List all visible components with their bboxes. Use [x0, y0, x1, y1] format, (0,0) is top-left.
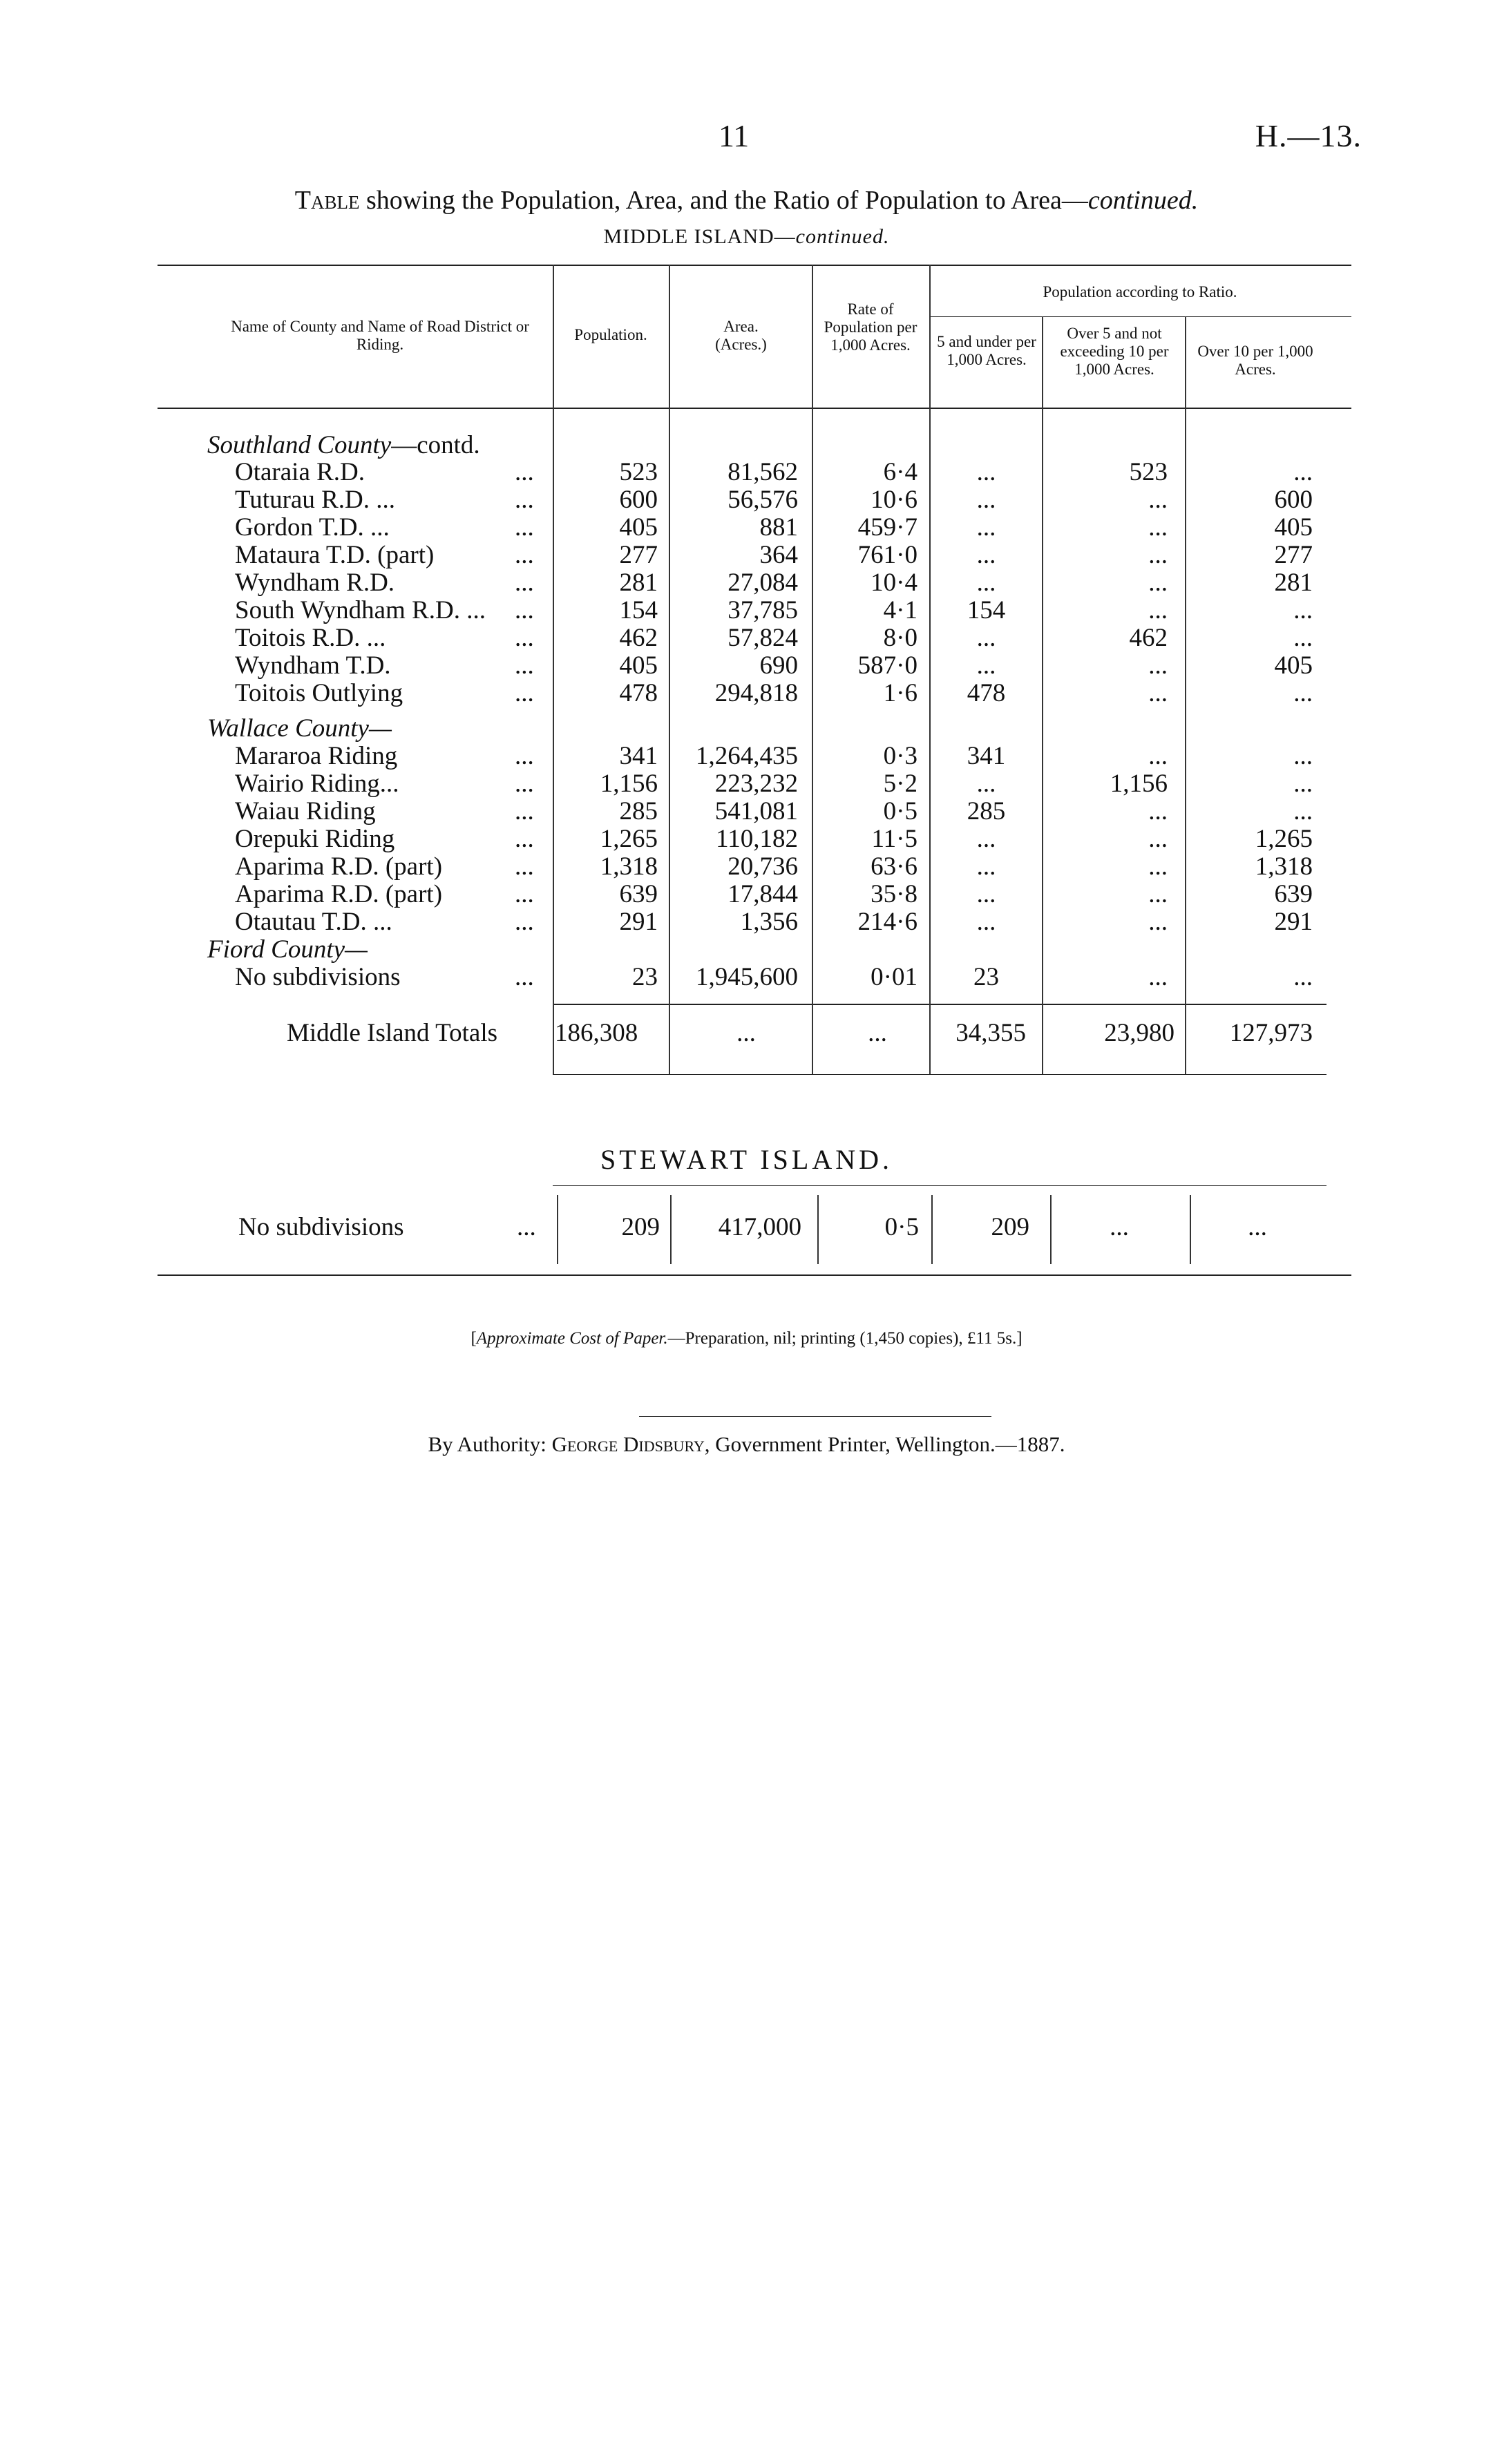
row-under-5: ...	[976, 880, 996, 908]
imprint-prefix: By Authority:	[428, 1432, 552, 1456]
row-area: 27,084	[728, 569, 798, 597]
totals-label: Middle Island Totals	[287, 1019, 498, 1047]
stewart-island-heading: STEWART ISLAND.	[600, 1144, 893, 1175]
row-over-5: ...	[1148, 742, 1168, 770]
row-under-5: 209	[991, 1213, 1029, 1241]
row-over-10: ...	[1248, 1213, 1267, 1241]
row-under-5: 285	[967, 797, 1006, 825]
table-bottom-rule	[553, 1074, 1326, 1075]
row-rate: 35·8	[871, 880, 917, 908]
table-row	[0, 742, 1493, 770]
table-row	[0, 963, 1493, 991]
row-area: 417,000	[718, 1213, 801, 1241]
row-over-5: ...	[1148, 651, 1168, 680]
row-over-5: ...	[1148, 569, 1168, 597]
row-leader-dots: ...	[515, 797, 534, 825]
row-over-5: 1,156	[1110, 770, 1168, 798]
row-over-10: ...	[1293, 596, 1313, 624]
row-leader-dots: ...	[515, 541, 534, 569]
table-row	[0, 513, 1493, 542]
row-over-10: 1,265	[1255, 825, 1313, 853]
table-row	[0, 797, 1493, 825]
county-heading-southland	[207, 431, 480, 459]
table-row	[0, 880, 1493, 908]
row-name: Toitois R.D. ...	[235, 624, 386, 652]
row-rate: 214·6	[857, 908, 917, 936]
row-name: Otautau T.D. ...	[235, 908, 392, 936]
row-population: 23	[632, 963, 658, 991]
row-over-10: 405	[1274, 651, 1313, 680]
row-over-5: ...	[1148, 908, 1168, 936]
county-contd: —contd.	[391, 431, 480, 459]
row-rate: 0·5	[883, 797, 917, 825]
table-row	[0, 679, 1493, 707]
row-leader-dots: ...	[515, 742, 534, 770]
table-row	[0, 624, 1493, 652]
row-under-5: 154	[967, 596, 1006, 624]
totals-row	[0, 1019, 1493, 1047]
row-area: 223,232	[714, 770, 798, 798]
totals-over-10: 127,973	[1229, 1019, 1313, 1047]
row-rate: 761·0	[857, 541, 917, 569]
county-name: Southland County	[207, 431, 392, 459]
row-rate: 5·2	[883, 770, 917, 798]
title-continued: continued.	[1087, 186, 1199, 215]
footer-rule	[639, 1416, 991, 1417]
row-under-5: ...	[976, 852, 996, 881]
row-leader-dots: ...	[515, 624, 534, 652]
table-row	[0, 852, 1493, 881]
row-rate: 4·1	[883, 596, 917, 624]
totals-under-5: 34,355	[955, 1019, 1026, 1047]
row-name: Mararoa Riding	[235, 742, 398, 770]
row-over-10: ...	[1293, 963, 1313, 991]
row-over-5: ...	[1148, 852, 1168, 881]
row-over-10: 1,318	[1255, 852, 1313, 881]
subtitle-main: MIDDLE ISLAND—	[603, 225, 796, 248]
row-area: 37,785	[728, 596, 798, 624]
header-area: Area. (Acres.)	[715, 318, 767, 353]
stewart-top-rule	[553, 1185, 1326, 1186]
row-leader-dots: ...	[515, 569, 534, 597]
header-over-5: Over 5 and not exceeding 10 per 1,000 Acres.	[1060, 325, 1169, 378]
header-bottom-rule	[158, 408, 1351, 409]
row-over-10: 405	[1274, 513, 1313, 542]
row-area: 57,824	[728, 624, 798, 652]
row-rate: 587·0	[857, 651, 917, 680]
row-under-5: ...	[976, 624, 996, 652]
row-leader-dots: ...	[517, 1213, 536, 1241]
row-area: 881	[759, 513, 798, 542]
row-over-5: ...	[1148, 679, 1168, 707]
table-top-rule	[158, 265, 1351, 266]
row-over-5: ...	[1110, 1213, 1129, 1241]
row-over-10: ...	[1293, 770, 1313, 798]
row-name: South Wyndham R.D. ...	[235, 596, 486, 624]
row-name: Gordon T.D. ...	[235, 513, 390, 542]
row-over-10: 600	[1274, 486, 1313, 514]
table-row	[0, 458, 1493, 486]
row-leader-dots: ...	[515, 880, 534, 908]
row-population: 209	[621, 1213, 660, 1241]
row-rate: 63·6	[871, 852, 917, 881]
row-area: 81,562	[728, 458, 798, 486]
header-population: Population.	[574, 326, 647, 343]
stewart-row	[0, 1213, 1493, 1241]
header-under-5: 5 and under per 1,000 Acres.	[937, 333, 1036, 368]
row-name: No subdivisions	[235, 963, 401, 991]
row-area: 690	[759, 651, 798, 680]
row-over-5: ...	[1148, 797, 1168, 825]
title-main: showing the Population, Area, and the Ratio of Population to Area—	[359, 186, 1088, 215]
county-heading-fiord: Fiord County—	[207, 935, 368, 964]
row-over-10: 281	[1274, 569, 1313, 597]
row-under-5: ...	[976, 541, 996, 569]
row-under-5: 23	[973, 963, 999, 991]
row-area: 17,844	[728, 880, 798, 908]
table-subtitle	[0, 225, 1493, 249]
row-leader-dots: ...	[515, 458, 534, 486]
row-over-10: ...	[1293, 797, 1313, 825]
page-number: 11	[719, 118, 750, 153]
row-over-5: ...	[1148, 825, 1168, 853]
row-over-5: ...	[1148, 486, 1168, 514]
row-over-10: 639	[1274, 880, 1313, 908]
row-under-5: ...	[976, 569, 996, 597]
header-name: Name of County and Name of Road District or Riding.	[231, 318, 529, 353]
row-rate: 459·7	[857, 513, 917, 542]
totals-population: 186,308	[555, 1019, 638, 1047]
row-rate: 0·3	[883, 742, 917, 770]
row-population: 154	[619, 596, 658, 624]
row-area: 20,736	[728, 852, 798, 881]
row-population: 405	[619, 513, 658, 542]
row-over-10: 291	[1274, 908, 1313, 936]
row-area: 364	[759, 541, 798, 569]
row-name: Toitois Outlying	[235, 679, 403, 707]
row-population: 277	[619, 541, 658, 569]
row-name: Otaraia R.D.	[235, 458, 365, 486]
group-header-rule	[929, 316, 1351, 317]
row-rate: 10·4	[871, 569, 917, 597]
row-name: No subdivisions	[238, 1213, 404, 1241]
row-rate: 10·6	[871, 486, 917, 514]
row-area: 1,356	[740, 908, 798, 936]
row-area: 110,182	[716, 825, 798, 853]
row-name: Wyndham T.D.	[235, 651, 391, 680]
row-over-5: ...	[1148, 880, 1168, 908]
table-row	[0, 541, 1493, 569]
row-name: Aparima R.D. (part)	[235, 880, 443, 908]
subtitle-continued: continued.	[795, 225, 890, 248]
row-name: Waiau Riding	[235, 797, 376, 825]
header-ratio-group: Population according to Ratio.	[1043, 283, 1237, 300]
row-leader-dots: ...	[515, 679, 534, 707]
row-population: 1,265	[600, 825, 658, 853]
row-under-5: ...	[976, 651, 996, 680]
table-title	[0, 185, 1493, 216]
row-over-10: 277	[1274, 541, 1313, 569]
document-reference: H.—13.	[1255, 118, 1362, 153]
row-population: 1,156	[600, 770, 658, 798]
row-area: 294,818	[714, 679, 798, 707]
row-rate: 1·6	[883, 679, 917, 707]
table-row	[0, 596, 1493, 624]
row-over-5: ...	[1148, 541, 1168, 569]
row-under-5: ...	[976, 513, 996, 542]
row-over-5: ...	[1148, 963, 1168, 991]
row-rate: 6·4	[883, 458, 917, 486]
row-leader-dots: ...	[515, 963, 534, 991]
totals-area: ...	[736, 1019, 756, 1047]
row-under-5: 341	[967, 742, 1006, 770]
row-over-5: 462	[1129, 624, 1168, 652]
imprint-suffix: , Government Printer, Wellington.—1887.	[704, 1432, 1065, 1456]
row-under-5: ...	[976, 908, 996, 936]
title-prefix: Table	[294, 186, 360, 215]
table-row	[0, 651, 1493, 680]
row-rate: 0·5	[884, 1213, 919, 1241]
totals-over-5: 23,980	[1104, 1019, 1175, 1047]
row-leader-dots: ...	[515, 486, 534, 514]
row-name: Aparima R.D. (part)	[235, 852, 443, 881]
row-under-5: ...	[976, 770, 996, 798]
row-population: 341	[619, 742, 658, 770]
row-population: 462	[619, 624, 658, 652]
row-name: Mataura T.D. (part)	[235, 541, 435, 569]
row-area: 1,945,600	[696, 963, 798, 991]
row-rate: 0·01	[871, 963, 917, 991]
row-population: 478	[619, 679, 658, 707]
row-under-5: ...	[976, 825, 996, 853]
county-heading-wallace: Wallace County—	[207, 714, 392, 743]
row-over-10: ...	[1293, 458, 1313, 486]
row-rate: 8·0	[883, 624, 917, 652]
row-under-5: 478	[967, 679, 1006, 707]
row-area: 56,576	[728, 486, 798, 514]
imprint-printer: George Didsbury	[551, 1432, 705, 1456]
row-leader-dots: ...	[515, 852, 534, 881]
row-over-5: ...	[1148, 596, 1168, 624]
header-over-10: Over 10 per 1,000 Acres.	[1197, 343, 1313, 378]
row-over-10: ...	[1293, 679, 1313, 707]
table-row	[0, 770, 1493, 798]
row-population: 285	[619, 797, 658, 825]
table-row	[0, 569, 1493, 597]
table-row	[0, 486, 1493, 514]
row-under-5: ...	[976, 458, 996, 486]
row-population: 281	[619, 569, 658, 597]
row-area: 541,081	[714, 797, 798, 825]
row-over-5: 523	[1129, 458, 1168, 486]
row-rate: 11·5	[871, 825, 917, 853]
row-leader-dots: ...	[515, 596, 534, 624]
row-population: 291	[619, 908, 658, 936]
row-over-10: ...	[1293, 742, 1313, 770]
cost-label: Approximate Cost of Paper.	[476, 1329, 668, 1348]
row-over-10: ...	[1293, 624, 1313, 652]
cost-text: —Preparation, nil; printing (1,450 copies), £11 5s.	[667, 1329, 1017, 1348]
row-area: 1,264,435	[696, 742, 798, 770]
row-name: Tuturau R.D. ...	[235, 486, 395, 514]
row-population: 523	[619, 458, 658, 486]
cost-note: [Approximate Cost of Paper.—Preparation, nil; printing (1,450 copies), £11 5s.]	[470, 1329, 1023, 1348]
header-rate: Rate of Population per 1,000 Acres.	[824, 300, 917, 354]
row-leader-dots: ...	[515, 825, 534, 853]
printer-imprint	[0, 1432, 1493, 1457]
row-over-5: ...	[1148, 513, 1168, 542]
table-row	[0, 908, 1493, 936]
row-population: 600	[619, 486, 658, 514]
row-under-5: ...	[976, 486, 996, 514]
row-leader-dots: ...	[515, 513, 534, 542]
row-name: Orepuki Riding	[235, 825, 395, 853]
row-population: 405	[619, 651, 658, 680]
row-name: Wairio Riding...	[235, 770, 399, 798]
row-name: Wyndham R.D.	[235, 569, 395, 597]
totals-rate: ...	[868, 1019, 887, 1047]
row-leader-dots: ...	[515, 651, 534, 680]
row-leader-dots: ...	[515, 770, 534, 798]
row-leader-dots: ...	[515, 908, 534, 936]
table-row	[0, 825, 1493, 853]
row-population: 639	[619, 880, 658, 908]
row-population: 1,318	[600, 852, 658, 881]
stewart-bottom-rule	[158, 1274, 1351, 1276]
